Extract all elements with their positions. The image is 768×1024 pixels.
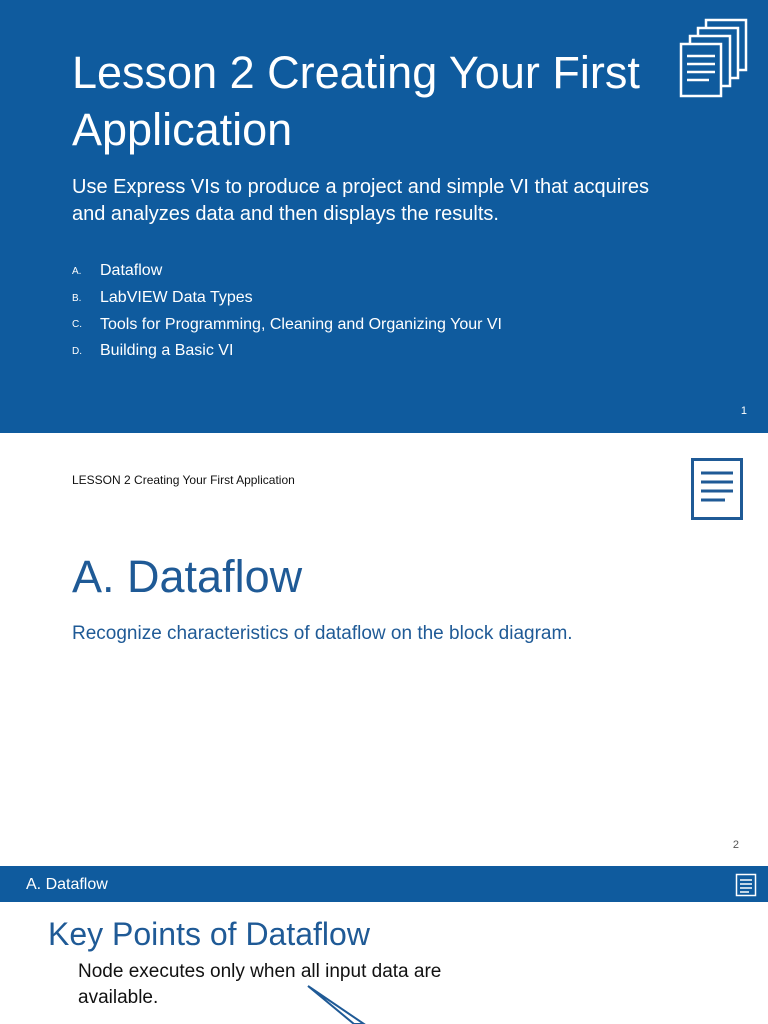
- slide-2: [0, 433, 768, 866]
- callout-text: Node executes only when all input data are available.: [78, 961, 442, 1008]
- agenda-text: Tools for Programming, Cleaning and Organizing Your VI: [100, 315, 502, 333]
- stacked-documents-icon: [676, 16, 750, 100]
- lesson-title: Lesson 2 Creating Your First Application: [72, 47, 640, 155]
- agenda-letter: D.: [72, 345, 82, 357]
- section-subtitle: Recognize characteristics of dataflow on the block diagram.: [72, 623, 573, 644]
- agenda-item: [72, 311, 502, 338]
- key-points-heading: Key Points of Dataflow: [48, 916, 370, 952]
- agenda-list: [72, 258, 502, 365]
- agenda-item: [72, 285, 502, 312]
- slide-header: LESSON 2 Creating Your First Application: [72, 473, 295, 487]
- page-number: 2: [732, 839, 739, 851]
- slide-3: [0, 866, 768, 1024]
- page-number: 1: [740, 405, 747, 417]
- agenda-letter: C.: [72, 319, 82, 331]
- slide-1: [0, 0, 768, 433]
- bar-title: A. Dataflow: [26, 876, 108, 893]
- agenda-letter: B.: [72, 292, 82, 304]
- agenda-item: [72, 258, 502, 285]
- callout-pointer: [296, 978, 386, 1024]
- agenda-text: Dataflow: [100, 262, 163, 280]
- section-title: A. Dataflow: [72, 551, 303, 602]
- agenda-text: Building a Basic VI: [100, 342, 234, 360]
- document-icon: [690, 457, 744, 521]
- lesson-subtitle: Use Express VIs to produce a project and simple VI that acquires and analyzes data and then displays the results.: [72, 176, 649, 225]
- title-bar: [0, 866, 768, 902]
- document-icon: [735, 873, 757, 897]
- agenda-item: [72, 338, 502, 365]
- agenda-letter: A.: [72, 265, 82, 277]
- agenda-text: LabVIEW Data Types: [100, 289, 253, 307]
